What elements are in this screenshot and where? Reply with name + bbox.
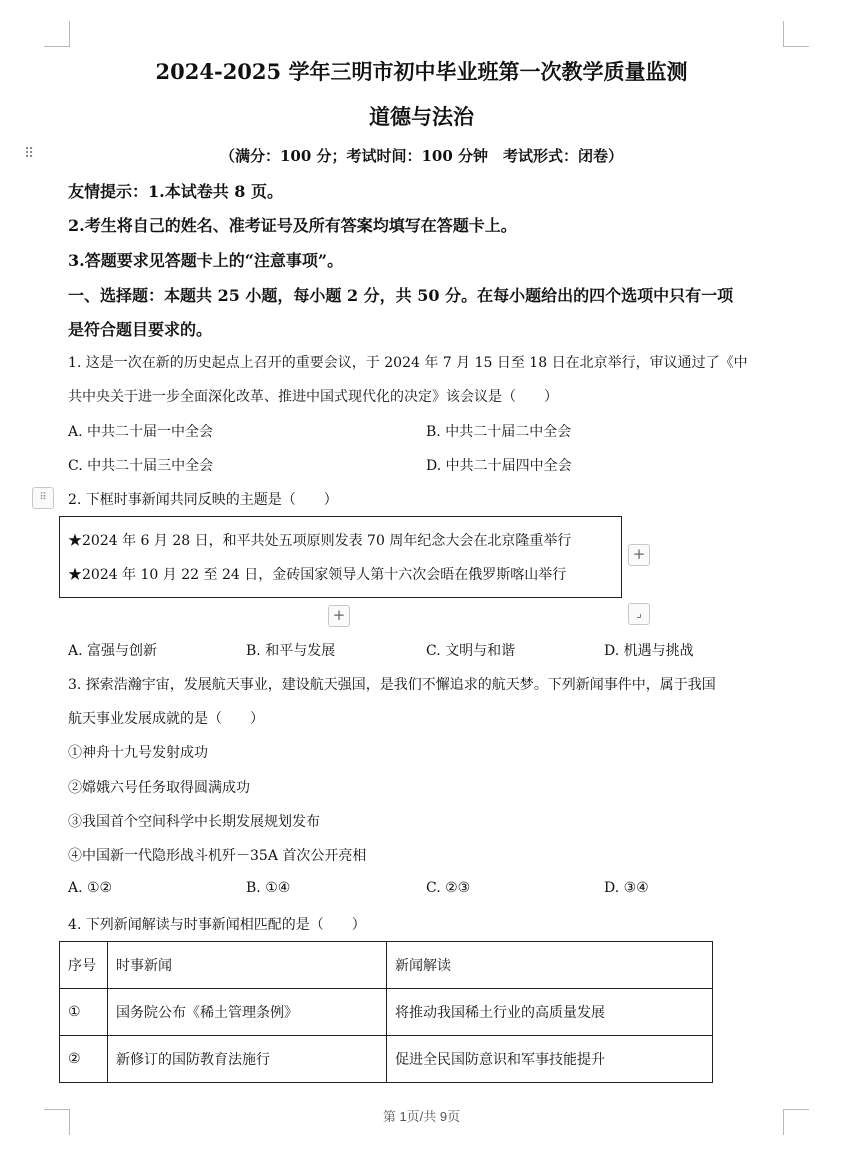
- exam-info: （满分：100 分；考试时间：100 分钟 考试形式：闭卷）: [219, 147, 624, 165]
- q2-option-a: A. 富强与创新: [68, 643, 158, 659]
- table-header-cell: 时事新闻: [108, 942, 387, 989]
- crop-mark-top-left: [44, 21, 70, 47]
- q1-option-a: A. 中共二十届一中全会: [68, 424, 214, 440]
- q1-option-b: B. 中共二十届二中全会: [426, 424, 572, 440]
- block-drag-handle-icon[interactable]: ⠿: [32, 487, 54, 509]
- q2-option-d: D. 机遇与挑战: [604, 643, 694, 659]
- q1-option-c: C. 中共二十届三中全会: [68, 458, 214, 474]
- table-cell: ②: [60, 1036, 108, 1083]
- q1-stem: 1. 这是一次在新的历史起点上召开的重要会议，于 2024 年 7 月 15 日至 18 日在北京举行，审议通过了《中: [68, 355, 748, 371]
- table-cell: ①: [60, 989, 108, 1036]
- add-column-button[interactable]: +: [628, 544, 650, 566]
- q3-option-a: A. ①②: [68, 880, 113, 896]
- q3-item: ③我国首个空间科学中长期发展规划发布: [68, 814, 320, 830]
- table-header-cell: 序号: [60, 942, 108, 989]
- table-cell: 将推动我国稀土行业的高质量发展: [387, 989, 713, 1036]
- q2-option-c: C. 文明与和谐: [426, 643, 516, 659]
- news-table: [59, 941, 713, 1083]
- q2-option-b: B. 和平与发展: [246, 643, 336, 659]
- q3-option-b: B. ①④: [246, 880, 291, 896]
- q3-option-d: D. ③④: [604, 880, 649, 896]
- resize-handle-icon[interactable]: ⌟: [628, 603, 650, 625]
- table-cell: 新修订的国防教育法施行: [108, 1036, 387, 1083]
- news-item: ★2024 年 6 月 28 日，和平共处五项原则发表 70 周年纪念大会在北京隆重举行: [68, 533, 572, 549]
- drag-handle-icon[interactable]: ⠿: [24, 146, 34, 162]
- table-row: [60, 1036, 713, 1083]
- page-number: 第 1页/共 9页: [382, 1109, 461, 1124]
- news-item: ★2024 年 10 月 22 至 24 日，金砖国家领导人第十六次会晤在俄罗斯喀山举行: [68, 567, 567, 583]
- q3-stem-cont: 航天事业发展成就的是（ ）: [68, 711, 264, 727]
- subject-title: 道德与法治: [369, 104, 474, 129]
- tip-3: 3.答题要求见答题卡上的“注意事项”。: [68, 251, 344, 270]
- tip-2: 2.考生将自己的姓名、准考证号及所有答案均填写在答题卡上。: [68, 216, 517, 235]
- table-cell: 促进全民国防意识和军事技能提升: [387, 1036, 713, 1083]
- q2-stem: 2. 下框时事新闻共同反映的主题是（ ）: [68, 492, 338, 508]
- q3-item: ①神舟十九号发射成功: [68, 745, 208, 761]
- section-heading: 一、选择题：本题共 25 小题，每小题 2 分，共 50 分。在每小题给出的四个选项中只有一项: [68, 286, 734, 305]
- q3-option-c: C. ②③: [426, 880, 471, 896]
- table-header-cell: 新闻解读: [387, 942, 713, 989]
- tip-1: 友情提示：1.本试卷共 8 页。: [68, 182, 283, 201]
- q3-stem: 3. 探索浩瀚宇宙，发展航天事业，建设航天强国，是我们不懈追求的航天梦。下列新闻事件中，属于我国: [68, 677, 716, 693]
- table-row: [60, 989, 713, 1036]
- q1-stem-cont: 共中央关于进一步全面深化改革、推进中国式现代化的决定》该会议是（ ）: [68, 389, 558, 405]
- q4-stem: 4. 下列新闻解读与时事新闻相匹配的是（ ）: [68, 917, 366, 933]
- table-cell: 国务院公布《稀土管理条例》: [108, 989, 387, 1036]
- q1-option-d: D. 中共二十届四中全会: [426, 458, 572, 474]
- section-heading-cont: 是符合题目要求的。: [68, 320, 213, 339]
- add-row-button[interactable]: +: [328, 605, 350, 627]
- q3-item: ④中国新一代隐形战斗机歼－35A 首次公开亮相: [68, 848, 367, 864]
- table-header-row: [60, 942, 713, 989]
- q3-item: ②嫦娥六号任务取得圆满成功: [68, 780, 250, 796]
- exam-title: 2024-2025 学年三明市初中毕业班第一次教学质量监测: [155, 59, 688, 84]
- news-box: [59, 516, 622, 598]
- crop-mark-top-right: [783, 21, 809, 47]
